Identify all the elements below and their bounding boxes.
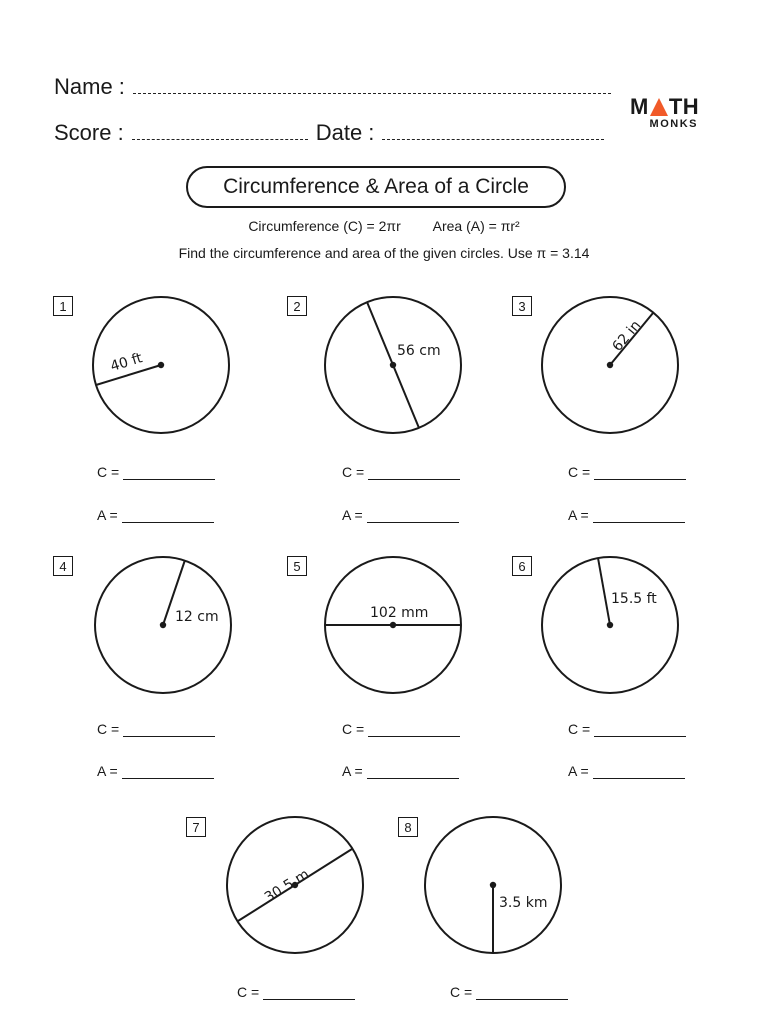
problem-number-5: 5: [287, 556, 307, 576]
answer-c-5: [342, 721, 460, 737]
answer-a-3: [568, 507, 685, 523]
problem-number-1: 1: [53, 296, 73, 316]
c-answer-blank-2[interactable]: [368, 468, 460, 480]
center-dot-8: [490, 882, 496, 888]
answer-a-4: [97, 763, 214, 779]
c-label: C =: [237, 984, 260, 1000]
problem-number-3: 3: [512, 296, 532, 316]
c-answer-blank-8[interactable]: [476, 988, 568, 1000]
answer-c-3: [568, 464, 686, 480]
a-label: A =: [97, 763, 118, 779]
answer-c-8: [450, 984, 568, 1000]
c-label: C =: [97, 464, 120, 480]
logo-subtext: MONKS: [649, 118, 698, 130]
measure-label-1: 40 ft: [108, 350, 145, 375]
answer-a-1: [97, 507, 214, 523]
answer-a-6: [568, 763, 685, 779]
a-answer-blank-1[interactable]: [122, 511, 214, 523]
measure-label-3: 62 in: [609, 317, 645, 355]
c-answer-blank-7[interactable]: [263, 988, 355, 1000]
measure-label-2: 56 cm: [397, 343, 441, 359]
c-label: C =: [568, 721, 591, 737]
score-label: Score :: [54, 120, 124, 145]
a-answer-blank-6[interactable]: [593, 767, 685, 779]
c-label: C =: [342, 721, 365, 737]
instructions: Find the circumference and area of the given circles. Use π = 3.14: [178, 245, 590, 261]
center-dot-2: [390, 362, 396, 368]
answer-c-1: [97, 464, 215, 480]
center-dot-1: [158, 362, 164, 368]
answer-c-4: [97, 721, 215, 737]
logo-text-th: TH: [668, 94, 700, 119]
answer-a-5: [342, 763, 459, 779]
problem-number-6: 6: [512, 556, 532, 576]
c-label: C =: [342, 464, 365, 480]
measure-label-5: 102 mm: [370, 605, 429, 621]
problem-number-7: 7: [186, 817, 206, 837]
a-label: A =: [568, 763, 589, 779]
c-label: C =: [97, 721, 120, 737]
worksheet-title: Circumference & Area of a Circle: [186, 166, 566, 208]
a-answer-blank-5[interactable]: [367, 767, 459, 779]
c-answer-blank-6[interactable]: [594, 725, 686, 737]
c-label: C =: [450, 984, 473, 1000]
radius-line-6: [598, 558, 610, 625]
area-formula: Area (A) = πr²: [432, 218, 520, 234]
a-answer-blank-4[interactable]: [122, 767, 214, 779]
answer-c-6: [568, 721, 686, 737]
problem-number-2: 2: [287, 296, 307, 316]
c-answer-blank-3[interactable]: [594, 468, 686, 480]
center-dot-6: [607, 622, 613, 628]
answer-a-2: [342, 507, 459, 523]
a-label: A =: [568, 507, 589, 523]
a-label: A =: [342, 507, 363, 523]
c-answer-blank-4[interactable]: [123, 725, 215, 737]
center-dot-5: [390, 622, 396, 628]
c-label: C =: [568, 464, 591, 480]
answer-c-7: [237, 984, 355, 1000]
answer-c-2: [342, 464, 460, 480]
problem-number-4: 4: [53, 556, 73, 576]
circumference-formula: Circumference (C) = 2πr: [248, 218, 401, 234]
logo-text-m: M: [630, 94, 649, 119]
a-answer-blank-2[interactable]: [367, 511, 459, 523]
measure-label-7: 30.5 m: [261, 866, 313, 907]
name-label: Name :: [54, 74, 125, 99]
measure-label-4: 12 cm: [175, 609, 219, 625]
center-dot-4: [160, 622, 166, 628]
a-label: A =: [97, 507, 118, 523]
measure-label-6: 15.5 ft: [611, 591, 657, 607]
c-answer-blank-5[interactable]: [368, 725, 460, 737]
a-answer-blank-3[interactable]: [593, 511, 685, 523]
center-dot-3: [607, 362, 613, 368]
c-answer-blank-1[interactable]: [123, 468, 215, 480]
problem-number-8: 8: [398, 817, 418, 837]
date-label: Date :: [315, 120, 375, 145]
a-label: A =: [342, 763, 363, 779]
measure-label-8: 3.5 km: [499, 895, 548, 911]
